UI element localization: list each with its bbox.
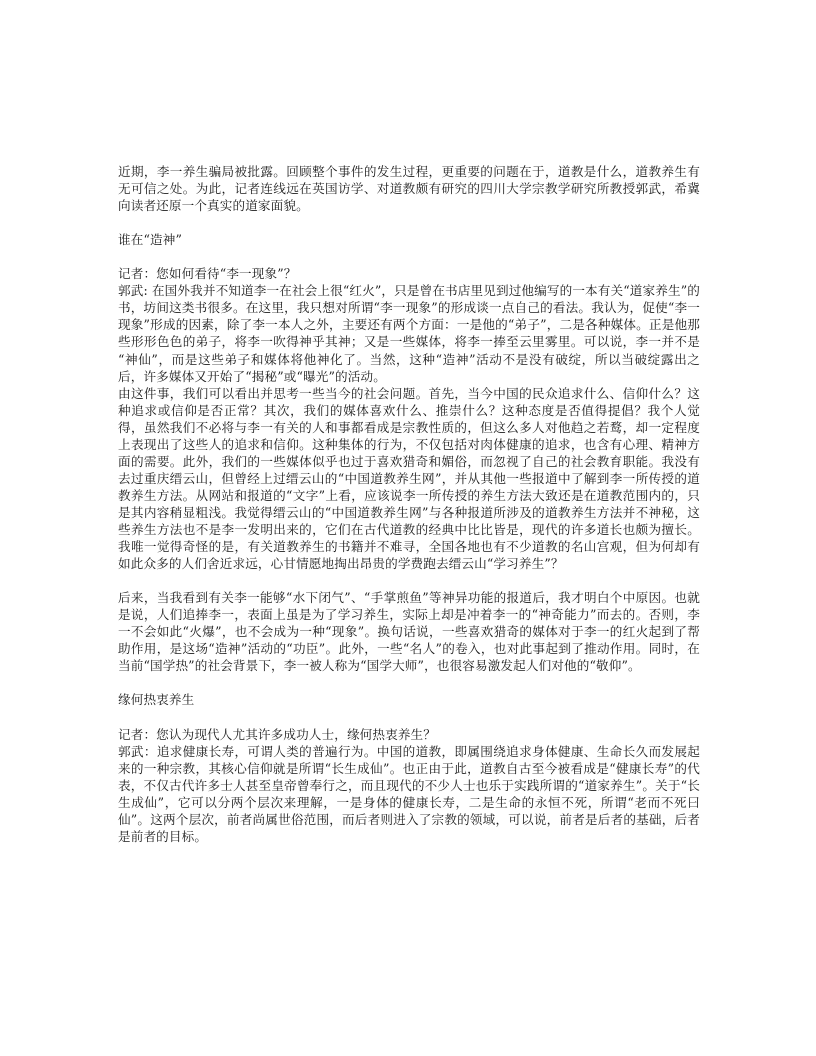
paragraph-spacer: [118, 248, 700, 265]
paragraph-spacer: [118, 214, 700, 231]
answer-1-part-1: 郭武: 在国外我并不知道李一在社会上很“红火”，只是曾在书店里见到过他编写的一本有关“道家养生”的书，坊间这类书很多。在这里，我只想对所谓“李一现象”的形成谈一点自己的看法。我认为，促使“李一现象”形成的因素，除了李一本人之外，主要还有两个方面：一是他的“弟子”，二是各种媒体。正是他那些形形色色的弟子，将李一吹得神乎其神；又是一些媒体，将李一捧至云里雾里。可以说，李一并不是“神仙”，而是这些弟子和媒体将他神化了。当然，这种“造神”活动不是没有破绽，所以当破绽露出之后，许多媒体又开始了“揭秘”或“曝光”的活动。: [118, 283, 700, 384]
section-heading-who-makes-gods: 谁在“造神”: [118, 232, 183, 248]
answer-2: 郭武：追求健康长寿，可谓人类的普遍行为。中国的道教，即属围绕追求身体健康、生命长久而发展起来的一种宗教，其核心信仰就是所谓“长生成仙”。也正由于此，道教自古至今被看成是“健康长寿”的代表，不仅古代许多士人甚至皇帝曾奉行之，而且现代的不少人士也乐于实践所谓的“道家养生”。关于“长生成仙”，它可以分两个层次来理解，一是身体的健康长寿，二是生命的永恒不死，所谓“老而不死曰仙”。这两个层次，前者尚属世俗范围，而后者则进入了宗教的领域，可以说，前者是后者的基础，后者是前者的目标。: [118, 743, 700, 844]
intro-paragraph: 近期，李一养生骗局被批露。回顾整个事件的发生过程，更重要的问题在于，道教是什么，道教养生有无可信之处。为此，记者连线远在英国访学、对道教颇有研究的四川大学宗教学研究所教授郭武，希冀向读者还原一个真实的道家面貌。: [118, 164, 700, 214]
document-body: [118, 163, 700, 845]
answer-1-part-3: 后来，当我看到有关李一能够“水下闭气”、“手掌煎鱼”等神异功能的报道后，我才明白个中原因。也就是说，人们追捧李一，表面上虽是为了学习养生，实际上却是冲着李一的“神奇能力”而去的。否则，李一不会如此“火爆”，也不会成为一种“现象”。换句话说，一些喜欢猎奇的媒体对于李一的红火起到了帮助作用，是这场“造神”活动的“功臣”。此外，一些“名人”的卷入，也对此事起到了推动作用。同时，在当前“国学热”的社会背景下，李一被人称为“国学大师”，也很容易激发起人们对他的“敬仰”。: [118, 590, 700, 674]
answer-1-part-2: 由这件事，我们可以看出并思考一些当今的社会问题。首先，当今中国的民众追求什么、信仰什么？这种追求或信仰是否正常？其次，我们的媒体喜欢什么、推崇什么？这种态度是否值得提倡？我个人觉得，虽然我们不必将与李一有关的人和事都看成是宗教性质的，但这么多人对他趋之若鹜，却一定程度上表现出了这些人的追求和信仰。这种集体的行为，不仅包括对肉体健康的追求，也含有心理、精神方面的需要。此外，我们的一些媒体似乎也过于喜欢猎奇和媚俗，而忽视了自己的社会教育职能。我没有去过重庆缙云山，但曾经上过缙云山的“中国道教养生网”，并从其他一些报道中了解到李一所传授的道教养生方法。从网站和报道的“文字”上看，应该说李一所传授的养生方法大致还是在道教范围内的，只是其内容稍显粗浅。我觉得缙云山的“中国道教养生网”与各种报道所涉及的道教养生方法并不神秘，这些养生方法也不是李一发明出来的，它们在古代道教的经典中比比皆是，现代的许多道长也颇为擅长。我唯一觉得奇怪的是，有关道教养生的书籍并不难寻，全国各地也有不少道教的名山宫观，但为何却有如此众多的人们舍近求远，心甘情愿地掏出昂贵的学费跑去缙云山“学习养生”？: [118, 385, 700, 572]
question-1: 记者：您如何看待“李一现象”？: [118, 266, 297, 282]
question-2: 记者：您认为现代人尤其许多成功人士，缘何热衷养生？: [118, 726, 436, 742]
paragraph-spacer: [118, 572, 700, 589]
section-heading-why-health-preservation: 缘何热衷养生: [118, 692, 195, 708]
paragraph-spacer: [118, 709, 700, 726]
paragraph-spacer: [118, 674, 700, 691]
